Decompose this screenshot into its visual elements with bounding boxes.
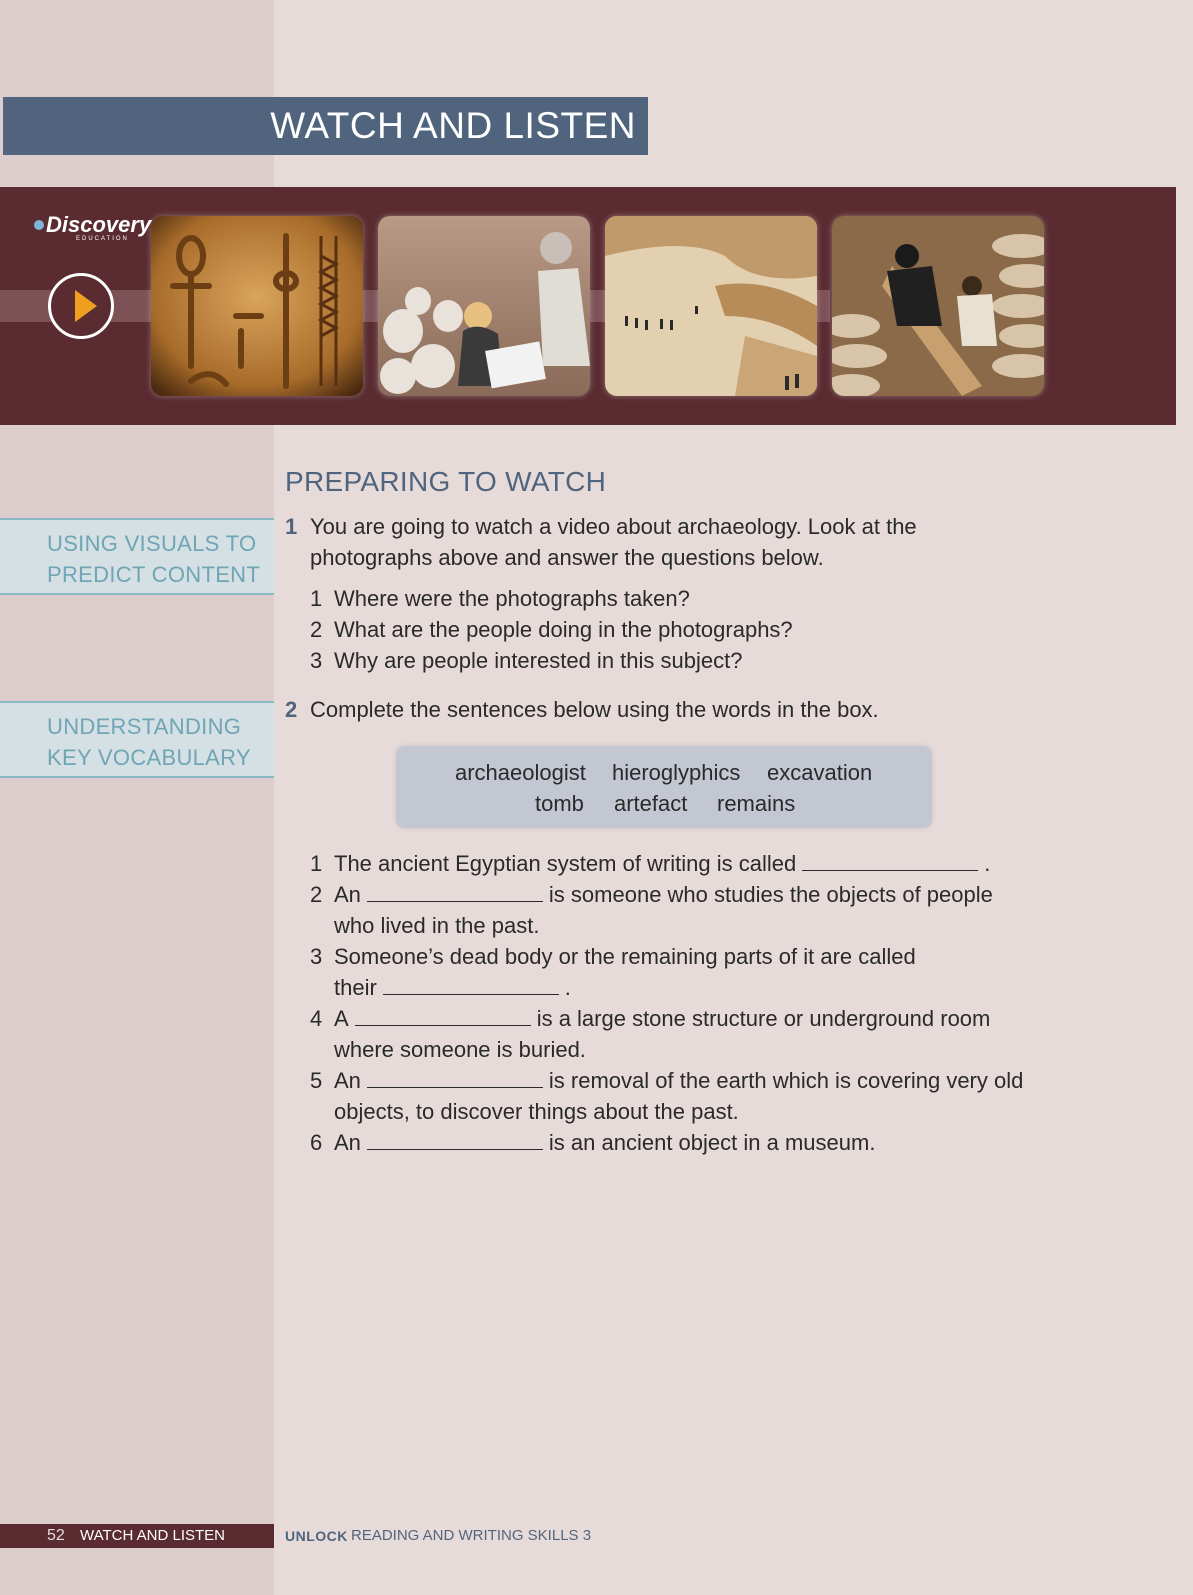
sentence: An is removal of the earth which is covering very old [334, 1068, 1024, 1093]
sentence-continuation: where someone is buried. [334, 1037, 586, 1062]
sentence-number: 4 [310, 1006, 323, 1031]
word-box-item: remains [717, 791, 796, 816]
word-box [396, 746, 932, 828]
footer-book-title: READING AND WRITING SKILLS 3 [351, 1527, 592, 1544]
sentence-number: 6 [310, 1130, 323, 1155]
answer-blank[interactable] [383, 976, 559, 995]
side-label-vocabulary: UNDERSTANDING KEY VOCABULARY [0, 701, 274, 778]
answer-blank[interactable] [367, 883, 543, 902]
question-number: 2 [310, 617, 323, 642]
word-box-item: tomb [535, 791, 584, 816]
sentence-continuation: who lived in the past. [334, 913, 540, 938]
sentence-continuation: objects, to discover things about the past. [334, 1099, 739, 1124]
sentence: Someone’s dead body or the remaining parts of it are called [334, 944, 916, 969]
hieroglyphs-thumbnail [151, 216, 363, 396]
sentence-number: 1 [310, 851, 323, 876]
sentence: The ancient Egyptian system of writing is called . [334, 851, 991, 876]
footer-brand: UNLOCK [285, 1528, 348, 1544]
archaeologists-thumbnail [378, 216, 590, 396]
page-number: 52 [47, 1527, 65, 1544]
exercise-2-number: 2 [285, 697, 298, 722]
answer-blank[interactable] [367, 1069, 543, 1088]
valley-thumbnail [605, 216, 817, 396]
excavation-thumbnail [832, 216, 1044, 396]
question-text: Where were the photographs taken? [334, 586, 690, 611]
footer-section-name: WATCH AND LISTEN [80, 1527, 226, 1544]
question-text: What are the people doing in the photographs? [334, 617, 793, 642]
side-label-visuals: USING VISUALS TO PREDICT CONTENT [0, 518, 274, 595]
exercise-2-instruction: Complete the sentences below using the words in the box. [310, 697, 879, 722]
globe-icon [34, 220, 44, 230]
answer-blank[interactable] [802, 852, 978, 871]
exercise-1-number: 1 [285, 514, 298, 539]
sentence-continuation: their . [334, 975, 571, 1000]
discovery-logo-sub: EDUCATION [76, 236, 129, 242]
question-text: Why are people interested in this subject? [334, 648, 743, 673]
sentence-number: 2 [310, 882, 323, 907]
sentence: A is a large stone structure or underground room [334, 1006, 991, 1031]
question-number: 3 [310, 648, 323, 673]
sentence-number: 3 [310, 944, 323, 969]
word-box-item: archaeologist [455, 760, 586, 785]
sentence-number: 5 [310, 1068, 323, 1093]
word-box-item: artefact [614, 791, 688, 816]
play-button[interactable] [48, 273, 114, 339]
question-number: 1 [310, 586, 323, 611]
section-heading: PREPARING TO WATCH [285, 466, 607, 497]
answer-blank[interactable] [355, 1007, 531, 1026]
page-title: WATCH AND LISTEN [3, 97, 648, 155]
answer-blank[interactable] [367, 1131, 543, 1150]
word-box-item: excavation [767, 760, 873, 785]
sentence: An is someone who studies the objects of people [334, 882, 993, 907]
exercise-1-instruction-line: photographs above and answer the questions below. [310, 545, 824, 570]
play-icon [75, 290, 97, 322]
video-strip [0, 187, 1176, 425]
discovery-logo: Discovery [34, 212, 151, 238]
exercise-1-instruction-line: You are going to watch a video about archaeology. Look at the [310, 514, 917, 539]
word-box-item: hieroglyphics [612, 760, 741, 785]
sentence: An is an ancient object in a museum. [334, 1130, 876, 1155]
